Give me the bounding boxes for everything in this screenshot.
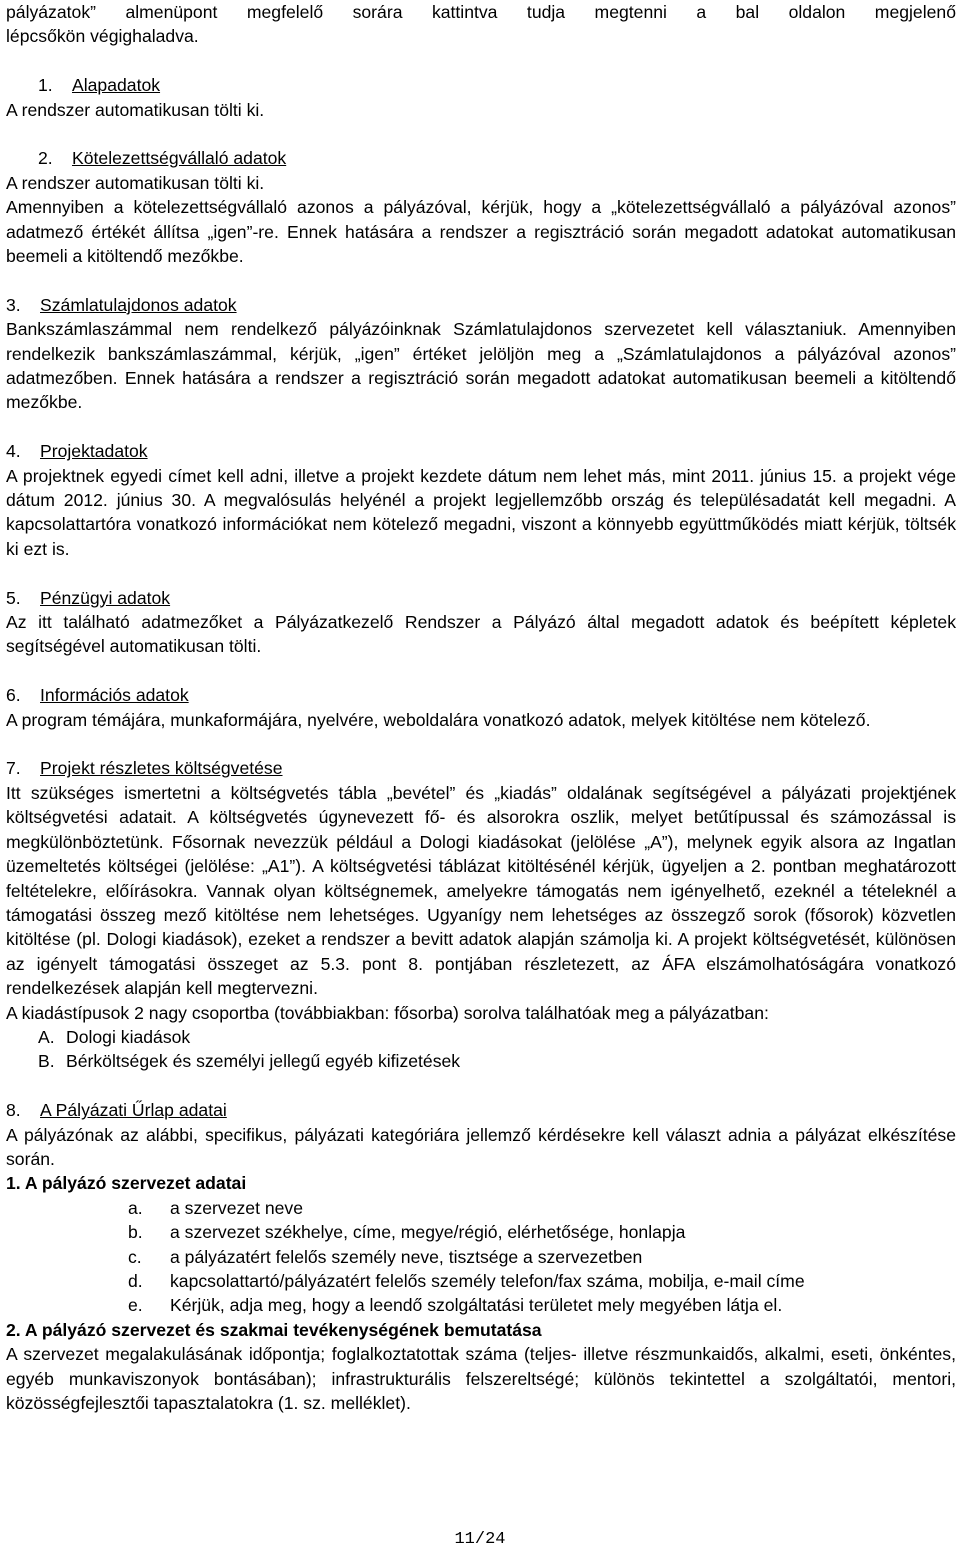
list-item [6, 1293, 956, 1317]
list-item-text: Dologi kiadások [66, 1026, 191, 1047]
list-item [6, 1049, 956, 1073]
section-1-number: 1. [38, 75, 53, 96]
section-6-heading [6, 683, 956, 707]
list-item-letter: c. [128, 1246, 142, 1267]
list-item-letter: a. [128, 1197, 143, 1218]
section-4-title: Projektadatok [40, 441, 148, 462]
list-item-text: a szervezet neve [170, 1197, 304, 1218]
section-8-text-2: A szervezet megalakulásának időpontja; foglalkoztatottak száma (teljes- illetve részmunkaidős, alkalmi, eseti, önkéntes, egyéb munkaviszonyok bontásában); infrastrukturális felszereltségé; különös tekintettel a szolgáltatói, mentori, közösségfejlesztői tapasztalatokra (1. sz. melléklet). [6, 1344, 956, 1414]
section-1-title: Alapadatok [72, 75, 161, 96]
section-8-number: 8. [6, 1100, 21, 1121]
section-4-heading [6, 439, 956, 463]
section-1-heading [6, 73, 956, 97]
section-6-title: Információs adatok [40, 685, 189, 706]
list-item-letter: b. [128, 1222, 143, 1243]
section-4-text: A projektnek egyedi címet kell adni, illetve a projekt kezdete dátum nem lehet más, mint 2011. június 15. a projekt vége dátum 2012. június 30. A megvalósulás helyénél a projekt legjellemzőbb ország és településadatát kell megadni. A kapcsolattartóra vonatkozó információkat nem kötelező megadni, viszont a könnyebb együttműködés miatt kérjük, töltsék ki ezt is. [6, 465, 956, 559]
section-1-text: A rendszer automatikusan tölti ki. [6, 99, 265, 120]
section-7-text: Itt szükséges ismertetni a költségvetés tábla „bevétel” és „kiadás” oldalának segítségével a pályázati projektjének költségvetési adatait. A költségvetés úgynevezett fő- és alsorokra oszlik, melyet betűtípussal és számozással is megkülönböztetünk. Fősornak nevezzük például a Dologi kiadásokat (jelölése „A”), melynek egyik alsora az Ingatlan üzemeltetés költségei (jelölése: „A1”). A költségvetési táblázat kitöltésénél kérjük, ügyeljen a 2. pontban meghatározott feltételekre, előírásokra. Vannak olyan költségnemek, amelyekre támogatás nem igényelhető, ezeknél a tételeknél a támogatási összeg mező kitöltése nem lehetséges. Ugyanígy nem lehetséges az összegző sorok (fősorok) közvetlen kitöltése (pl. Dologi kiadások), ezeket a rendszer a bevitt adatok alapján számolja ki. A projekt költségvetését, különösen az igényelt támogatási összeget az 5.3. pont 8. pontjában részletezett, az ÁFA elszámolhatóságára vonatkozó rendelkezések alapján kell megtervezni. [6, 782, 956, 999]
section-7-text-2: A kiadástípusok 2 nagy csoportba (továbbiakban: fősorba) sorolva találhatóak meg a pályázatban: [6, 1002, 769, 1023]
list-item-letter: e. [128, 1295, 143, 1316]
list-item-letter: B. [38, 1051, 55, 1072]
intro-line-2: lépcsőkön végighaladva. [6, 26, 199, 47]
document-page [6, 0, 956, 1415]
subheading-1: 1. A pályázó szervezet adatai [6, 1173, 247, 1194]
subheading-2: 2. A pályázó szervezet és szakmai tevékenységének bemutatása [6, 1319, 542, 1340]
section-2-number: 2. [38, 148, 53, 169]
intro-line-1: pályázatok” almenüpont megfelelő sorára kattintva tudja megtenni a bal oldalon megjelenő [6, 2, 956, 22]
list-item [6, 1220, 956, 1244]
section-2-text-2: Amennyiben a kötelezettségvállaló azonos a pályázóval, kérjük, hogy a „kötelezettségvállaló a pályázóval azonos” adatmező értékét állítsa „igen”-re. Ennek hatására a rendszer a regisztráció során megadott adatokat automatikusan beemeli a kitöltendő mezőkbe. [6, 197, 956, 267]
list-item-letter: d. [128, 1271, 143, 1291]
section-6-number: 6. [6, 685, 21, 706]
list-item-text: a szervezet székhelye, címe, megye/régió, elérhetősége, honlapja [170, 1222, 686, 1243]
list-item-text: a pályázatért felelős személy neve, tisztsége a szervezetben [170, 1246, 643, 1267]
section-8-title: A Pályázati Űrlap adatai [40, 1100, 227, 1121]
list-item [6, 1196, 956, 1220]
section-3-number: 3. [6, 294, 21, 315]
list-item [6, 1025, 956, 1049]
list-item [6, 1245, 956, 1269]
page-number: 11/24 [454, 1530, 506, 1549]
list-item-text: kapcsolattartó/pályázatért felelős személy telefon/fax száma, mobilja, e-mail címe [170, 1271, 805, 1291]
list-item [6, 1269, 956, 1293]
section-7-number: 7. [6, 758, 21, 779]
list-item-text: Bérköltségek és személyi jellegű egyéb kifizetések [66, 1051, 461, 1072]
list-item-letter: A. [38, 1026, 55, 1047]
section-7-title: Projekt részletes költségvetése [40, 758, 283, 779]
section-5-text: Az itt található adatmezőket a Pályázatkezelő Rendszer a Pályázó által megadott adatok és beépített képletek segítségével automatikusan tölti. [6, 612, 956, 657]
list-item-text: Kérjük, adja meg, hogy a leendő szolgáltatási területet mely megyében látja el. [170, 1295, 783, 1316]
section-3-title: Számlatulajdonos adatok [40, 294, 237, 315]
section-7-heading [6, 756, 956, 780]
section-2-text-1: A rendszer automatikusan tölti ki. [6, 172, 265, 193]
section-3-text: Bankszámlaszámmal nem rendelkező pályázóinknak Számlatulajdonos szervezetet kell választaniuk. Amennyiben rendelkezik bankszámlaszámmal, kérjük, „igen” értéket jelöljön meg a „Számlatulajdonos a pályázóval azonos” adatmezőben. Ennek hatására a rendszer a regisztráció során megadott adatokat automatikusan beemeli a kitöltendő mezőkbe. [6, 319, 956, 413]
section-5-number: 5. [6, 587, 21, 608]
section-3-heading [6, 293, 956, 317]
section-8-heading [6, 1098, 956, 1122]
section-6-text: A program témájára, munkaformájára, nyelvére, weboldalára vonatkozó adatok, melyek kitöltése nem kötelező. [6, 709, 871, 730]
section-2-heading [6, 146, 956, 170]
section-5-heading [6, 586, 956, 610]
section-5-title: Pénzügyi adatok [40, 587, 171, 608]
section-2-title: Kötelezettségvállaló adatok [72, 148, 287, 169]
section-8-text: A pályázónak az alábbi, specifikus, pályázati kategóriára jellemző kérdésekre kell választ adnia a pályázat elkészítése során. [6, 1124, 956, 1169]
section-4-number: 4. [6, 441, 21, 462]
